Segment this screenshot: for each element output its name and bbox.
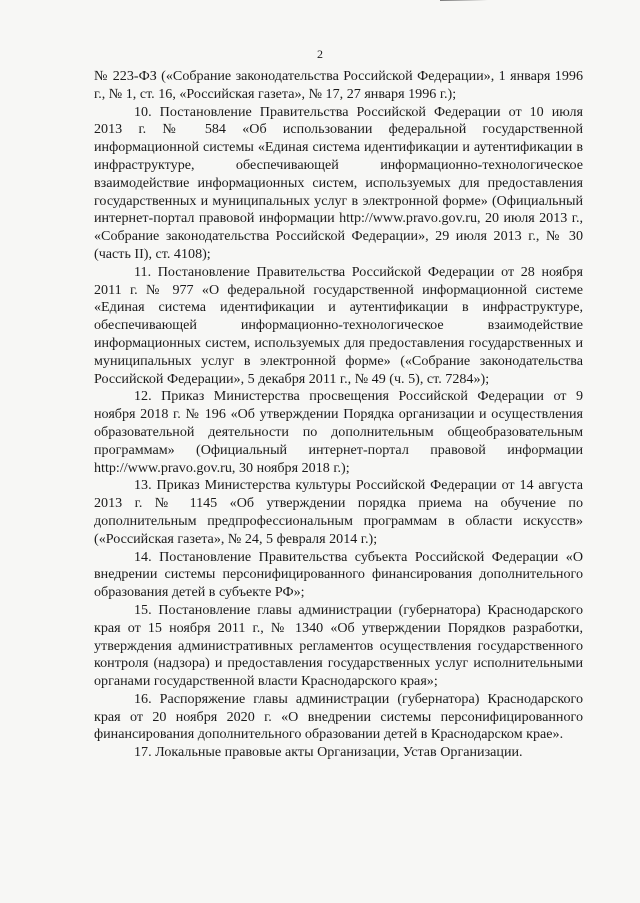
paragraph-16: 16. Распоряжение главы администрации (губернатора) Краснодарского края от 20 ноября 2020 г. «О внедрении системы персонифицированного финансирования дополнительного образовании детей в Краснодарском крае». (94, 690, 583, 743)
paragraph-10: 10. Постановление Правительства Российской Федерации от 10 июля 2013 г. № 584 «Об использовании федеральной государственной информационной системы «Единая система идентификации и аутентификации в инфраструктуре, обеспечивающей информационно-технологическое взаимодействие информационных систем, используемых для предоставления государственных и муниципальных услуг в электронной форме» (Официальный интернет-портал правовой информации http://www.pravo.gov.ru, 20 июля 2013 г., «Собрание законодательства Российской Федерации», 29 июля 2013 г., № 30 (часть II), ст. 4108); (94, 103, 583, 262)
document-body (94, 68, 583, 762)
paragraph-12: 12. Приказ Министерства просвещения Российской Федерации от 9 ноября 2018 г. № 196 «Об утверждении Порядка организации и осуществления образовательной деятельности по дополнительным общеобразовательным программам» (Официальный интернет-портал правовой информации http://www.pravo.gov.ru, 30 ноября 2018 г.); (94, 388, 583, 476)
paragraph-17: 17. Локальные правовые акты Организации, Устав Организации. (134, 744, 523, 761)
paragraph-11: 11. Постановление Правительства Российской Федерации от 28 ноября 2011 г. № 977 «О федеральной государственной информационной системе «Единая система идентификации и аутентификации в инфраструктуре, обеспечивающей информационно-технологическое взаимодействие информационных систем, используемых для предоставления государственных и муниципальных услуг в электронной форме» («Собрание законодательства Российской Федерации», 5 декабря 2011 г., № 49 (ч. 5), ст. 7284»); (94, 263, 583, 387)
paragraph-15: 15. Постановление главы администрации (губернатора) Краснодарского края от 15 ноября 2011 г., № 1340 «Об утверждении Порядков разработки, утверждения административных регламентов осуществления государственного контроля (надзора) и предоставления государственных услуг исполнительными органами государственной власти Краснодарского края»; (94, 601, 583, 690)
paragraph-13: 13. Приказ Министерства культуры Российской Федерации от 14 августа 2013 г. № 1145 «Об утверждении порядка приема на обучение по дополнительным предпрофессиональным программам в области искусств» («Российская газета», № 24, 5 февраля 2014 г.); (94, 477, 583, 547)
paragraph-9-continuation: № 223-ФЗ («Собрание законодательства Российской Федерации», 1 января 1996 г., № 1, ст. 16, «Российская газета», № 17, 27 января 1996 г.); (94, 68, 583, 102)
paragraph-14: 14. Постановление Правительства субъекта Российской Федерации «О внедрении системы персонифицированного финансирования дополнительного образования детей в субъекте РФ»; (94, 548, 583, 601)
scan-edge-line (440, 0, 640, 1)
page-number: 2 (317, 47, 323, 61)
